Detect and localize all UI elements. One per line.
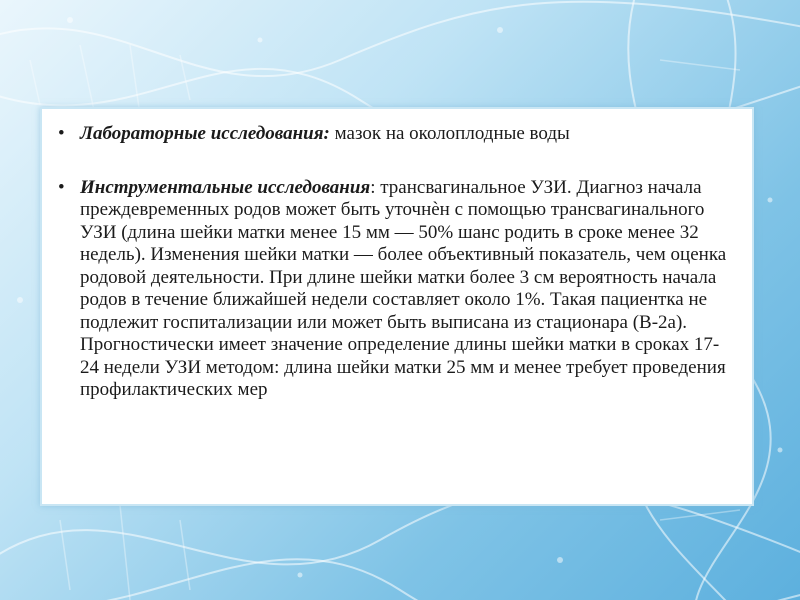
bullet-dot-icon: •	[58, 123, 65, 144]
bullet-lab-studies	[56, 123, 732, 146]
bullet-text: мазок на околоплодные воды	[334, 123, 570, 144]
bullet-list	[56, 123, 732, 402]
bullet-text: трансвагинальное УЗИ. Диагноз начала преждевременных родов может быть уточнѐн с помощью трансвагинального УЗИ (длина шейки матки менее 15 мм — 50% шанс родить в сроке менее 32 недель). Изменения шейки матки — более объективный показатель, чем оценка родовой деятельности. При длине шейки матки более 3 см вероятность начала родов в течение ближайшей недели составляет около 1%. Такая пациентка не подлежит госпитализации или может быть выписана из стационара (В-2а). Прогностически имеет значение определение длины шейки матки в сроках 17-24 недели УЗИ методом: длина шейки матки 25 мм и менее требует проведения профилактических мер	[80, 176, 727, 400]
content-text-box	[40, 107, 754, 506]
bullet-term: Инструментальные исследования	[80, 176, 371, 198]
bullet-instrumental-studies	[56, 177, 732, 402]
bullet-separator: :	[370, 176, 381, 198]
bullet-term: Лабораторные исследования:	[80, 123, 330, 144]
bullet-dot-icon: •	[58, 176, 65, 198]
